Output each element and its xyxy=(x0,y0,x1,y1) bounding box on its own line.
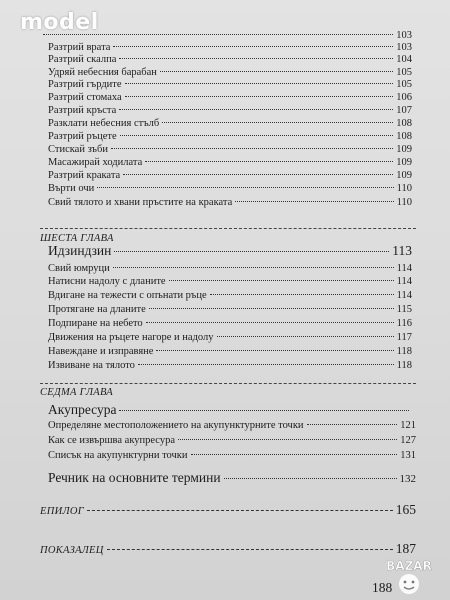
toc-page-number: 188 xyxy=(372,580,393,595)
toc-entry: Разклати небесния стълб 108 xyxy=(48,118,412,129)
toc-entry: 103 xyxy=(40,30,412,41)
toc-entry: Движения на ръцете нагоре и надолу 117 xyxy=(48,332,412,343)
toc-entry-epilogue: ЕПИЛОГ 165 xyxy=(40,502,416,517)
bazar-logo-icon xyxy=(374,556,444,596)
toc-entry: Подпиране на небето 116 xyxy=(48,318,412,329)
toc-entry: Свий юмруци 114 xyxy=(48,263,412,274)
section-divider xyxy=(40,228,416,229)
toc-entry-index: ПОКАЗАЛЕЦ 187 xyxy=(40,541,416,556)
toc-entry: Свий тялото и хвани пръстите на краката 110 xyxy=(48,197,412,208)
toc-entry: Разтрий кръста 107 xyxy=(48,105,412,116)
chapter-heading: ШЕСТА ГЛАВА xyxy=(40,233,114,244)
toc-entry: Натисни надолу с дланите 114 xyxy=(48,276,412,287)
chapter-heading: СЕДМА ГЛАВА xyxy=(40,387,113,398)
toc-entry: Стискай зъби 109 xyxy=(48,144,412,155)
toc-entry: Разтрий врата 103 xyxy=(48,42,412,53)
toc-entry: Разтрий стомаха 106 xyxy=(48,92,412,103)
toc-entry: Разтрий ръцете 108 xyxy=(48,131,412,142)
chapter-title: Идзиндзин 113 xyxy=(48,243,412,258)
toc-entry: Протягане на дланите 115 xyxy=(48,304,412,315)
toc-entry: Извиване на тялото 118 xyxy=(48,360,412,371)
toc-entry: Определяне местоположението на акупунктурните точки 121 xyxy=(48,420,416,431)
toc-entry: Вдигане на тежести с опънати ръце 114 xyxy=(48,290,412,301)
section-divider xyxy=(40,383,416,384)
toc-entry: Разтрий гърдите 105 xyxy=(48,79,412,90)
toc-entry: Разтрий краката 109 xyxy=(48,170,412,181)
bazar-logo-text: BAZAR xyxy=(386,559,432,573)
dot-leader xyxy=(43,34,393,35)
watermark-logo: model xyxy=(20,10,99,35)
toc-entry: Списък на акупунктурни точки 131 xyxy=(48,450,416,461)
toc-entry: Върти очи 110 xyxy=(48,183,412,194)
toc-entry: Удряй небесния барабан 105 xyxy=(48,67,412,78)
toc-entry-glossary: Речник на основните термини 132 xyxy=(48,470,416,485)
toc-entry: Масажирай ходилата 109 xyxy=(48,157,412,168)
toc-entry: Как се извършва акупресура 127 xyxy=(48,435,416,446)
toc-entry: Разтрий скалпа 104 xyxy=(48,54,412,65)
chapter-title: Акупресура xyxy=(48,402,412,418)
toc-entry: Навеждане и изправяне 118 xyxy=(48,346,412,357)
